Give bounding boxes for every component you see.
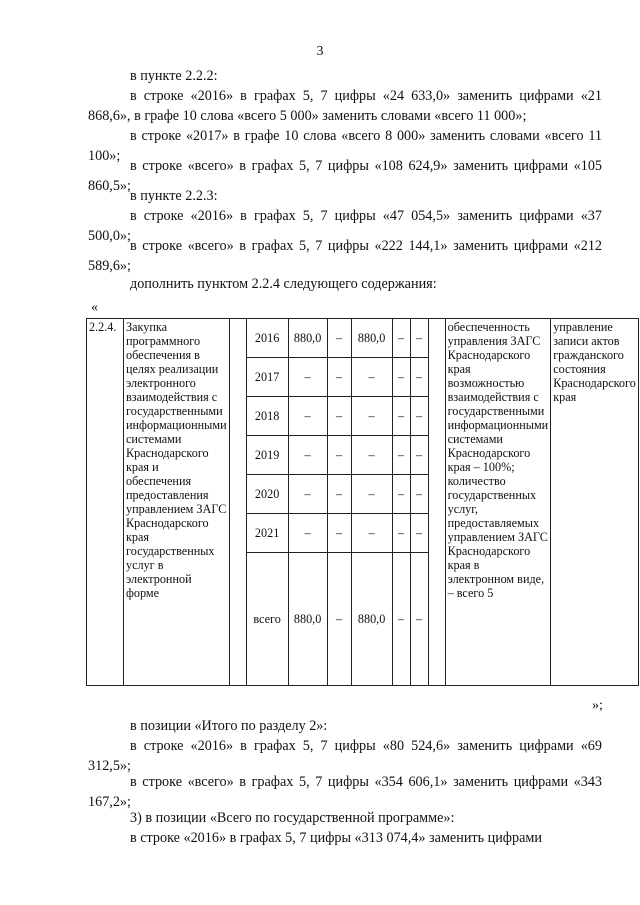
value-cell: – <box>392 319 410 358</box>
value-cell: – <box>410 358 428 397</box>
value-cell: – <box>410 319 428 358</box>
value-cell: 880,0 <box>351 553 392 686</box>
total-cell: – <box>288 436 327 475</box>
value-cell: – <box>392 553 410 686</box>
empty-cell <box>229 319 246 686</box>
closing-quote: »; <box>592 698 603 713</box>
item-number-cell: 2.2.4. <box>87 319 124 686</box>
year-cell: 2017 <box>246 358 288 397</box>
value-cell: – <box>351 514 392 553</box>
value-cell: – <box>327 475 351 514</box>
value-cell: – <box>392 397 410 436</box>
year-cell: 2021 <box>246 514 288 553</box>
total-cell: – <box>288 475 327 514</box>
table-row <box>87 319 639 358</box>
result-cell: обеспеченность управления ЗАГС Краснодарского края возможностью взаимодействия с государственными информационными системами Краснодарского края – 100%; количество государственных услуг, предоставляемых управлением ЗАГС Краснодарского края в электронном виде, – всего 5 <box>445 319 551 686</box>
paragraph-6: в строке «2016» в графах 5, 7 цифры «47 054,5» заменить цифрами «37 500,0»; <box>88 208 602 244</box>
value-cell: – <box>327 436 351 475</box>
year-cell: всего <box>246 553 288 686</box>
value-cell: – <box>351 475 392 514</box>
total-cell: – <box>288 397 327 436</box>
value-cell: – <box>392 475 410 514</box>
total-cell: 880,0 <box>288 553 327 686</box>
paragraph-8: дополнить пунктом 2.2.4 следующего содержания: <box>130 276 437 292</box>
after-paragraph-1: в позиции «Итого по разделу 2»: <box>130 718 328 734</box>
after-paragraph-2: в строке «2016» в графах 5, 7 цифры «80 524,6» заменить цифрами «69 312,5»; <box>88 738 602 774</box>
paragraph-2: в строке «2016» в графах 5, 7 цифры «24 633,0» заменить цифрами «21 868,6», в графе 10 слова «всего 5 000» заменить словами «всего 11 000»; <box>88 88 602 124</box>
value-cell: – <box>351 358 392 397</box>
value-cell: – <box>327 397 351 436</box>
value-cell: – <box>392 358 410 397</box>
paragraph-1: в пункте 2.2.2: <box>130 68 218 84</box>
paragraph-5: в пункте 2.2.3: <box>130 188 218 204</box>
value-cell: – <box>410 514 428 553</box>
paragraph-3: в строке «2017» в графе 10 слова «всего 8 000» заменить словами «всего 11 100»; <box>88 128 602 164</box>
value-cell: – <box>392 436 410 475</box>
total-cell: – <box>288 514 327 553</box>
empty-cell <box>428 319 445 686</box>
value-cell: – <box>351 397 392 436</box>
value-cell: 880,0 <box>351 319 392 358</box>
value-cell: – <box>327 358 351 397</box>
value-cell: – <box>327 553 351 686</box>
year-cell: 2020 <box>246 475 288 514</box>
paragraph-4: в строке «всего» в графах 5, 7 цифры «108 624,9» заменить цифрами «105 860,5»; <box>88 158 602 194</box>
value-cell: – <box>327 319 351 358</box>
year-cell: 2019 <box>246 436 288 475</box>
program-table <box>86 318 639 686</box>
item-name-cell: Закупка программного обеспечения в целях реализации электронного взаимодействия с государственными информационными системами Краснодарского края и обеспечения предоставления управлением ЗАГС Краснодарского края государственных услуг в электронной форме <box>124 319 230 686</box>
total-cell: 880,0 <box>288 319 327 358</box>
after-paragraph-5: в строке «2016» в графах 5, 7 цифры «313 074,4» заменить цифрами <box>130 830 542 846</box>
executor-cell: управление записи актов гражданского состояния Краснодарского края <box>551 319 639 686</box>
value-cell: – <box>410 475 428 514</box>
after-paragraph-4: 3) в позиции «Всего по государственной программе»: <box>130 810 455 826</box>
value-cell: – <box>392 514 410 553</box>
total-cell: – <box>288 358 327 397</box>
year-cell: 2018 <box>246 397 288 436</box>
value-cell: – <box>410 397 428 436</box>
value-cell: – <box>327 514 351 553</box>
page-number: 3 <box>316 44 324 59</box>
year-cell: 2016 <box>246 319 288 358</box>
value-cell: – <box>351 436 392 475</box>
opening-quote: « <box>91 300 98 315</box>
after-paragraph-3: в строке «всего» в графах 5, 7 цифры «354 606,1» заменить цифрами «343 167,2»; <box>88 774 602 810</box>
value-cell: – <box>410 436 428 475</box>
value-cell: – <box>410 553 428 686</box>
paragraph-7: в строке «всего» в графах 5, 7 цифры «222 144,1» заменить цифрами «212 589,6»; <box>88 238 602 274</box>
